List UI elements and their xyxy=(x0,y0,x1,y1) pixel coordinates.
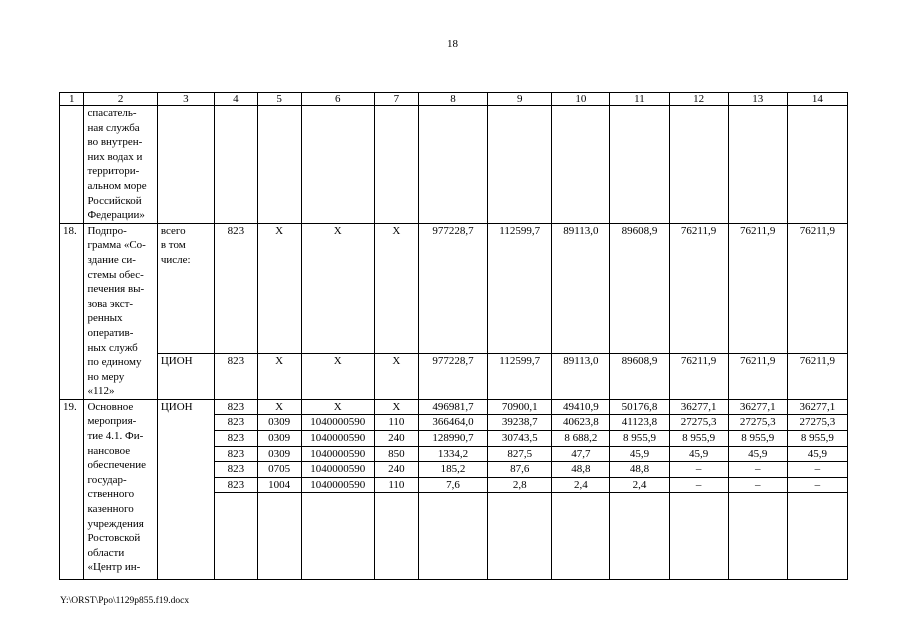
empty-cell xyxy=(257,106,301,224)
value-cell: 823 xyxy=(214,477,257,493)
cell-text-line: оператив- xyxy=(87,326,134,339)
cell-text-line: стемы обес- xyxy=(87,268,144,281)
column-header: 1 xyxy=(60,93,84,106)
empty-cell xyxy=(669,493,728,580)
value-cell: 45,9 xyxy=(728,446,787,462)
value-cell: 823 xyxy=(214,431,257,447)
value-cell: – xyxy=(728,477,787,493)
value-cell: 8 955,9 xyxy=(728,431,787,447)
cell-text-line: Основное xyxy=(87,400,134,413)
value-cell: Х xyxy=(301,399,374,415)
value-cell: 2,8 xyxy=(488,477,552,493)
value-cell: 40623,8 xyxy=(552,415,610,431)
page-number: 18 xyxy=(447,38,458,50)
row-number-cell xyxy=(60,106,84,224)
value-cell: 1004 xyxy=(257,477,301,493)
value-cell: 76211,9 xyxy=(669,354,728,400)
cell-text-line: альном море xyxy=(87,179,147,192)
empty-cell xyxy=(488,106,552,224)
cell-text-line: всего xyxy=(160,224,186,237)
row-name-cell xyxy=(84,223,157,399)
value-cell: 89608,9 xyxy=(610,223,669,354)
empty-cell xyxy=(669,106,728,224)
value-cell: 8 688,2 xyxy=(552,431,610,447)
value-cell: 45,9 xyxy=(610,446,669,462)
value-cell: 110 xyxy=(374,415,418,431)
value-cell: 1334,2 xyxy=(418,446,487,462)
cell-text-line: тие 4.1. Фи- xyxy=(87,430,144,443)
column-header: 4 xyxy=(214,93,257,106)
empty-cell xyxy=(610,493,669,580)
empty-cell xyxy=(552,106,610,224)
cell-text-line: ная служба xyxy=(87,121,140,134)
empty-cell xyxy=(257,493,301,580)
value-cell: 823 xyxy=(214,399,257,415)
value-cell: 47,7 xyxy=(552,446,610,462)
value-cell: 128990,7 xyxy=(418,431,487,447)
cell-text-line: них водах и xyxy=(87,150,143,163)
value-cell: 823 xyxy=(214,223,257,354)
value-cell: 7,6 xyxy=(418,477,487,493)
cell-text-line: «Центр ин- xyxy=(87,561,141,574)
value-cell: 977228,7 xyxy=(418,223,487,354)
value-cell: 0309 xyxy=(257,446,301,462)
empty-cell xyxy=(488,493,552,580)
value-cell: Х xyxy=(301,223,374,354)
value-cell: 823 xyxy=(214,462,257,478)
cell-text-line: но меру xyxy=(87,370,125,383)
value-cell: 2,4 xyxy=(610,477,669,493)
footer-file-path: Y:\ORST\Ppo\1129p855.f19.docx xyxy=(60,596,190,606)
column-header: 2 xyxy=(84,93,157,106)
column-header: 8 xyxy=(418,93,487,106)
value-cell: 36277,1 xyxy=(787,399,847,415)
row-name-cell xyxy=(84,399,157,580)
row-number-cell: 18. xyxy=(60,223,84,399)
value-cell: Х xyxy=(257,223,301,354)
column-header: 13 xyxy=(728,93,787,106)
cell-text-line: числе: xyxy=(160,253,191,266)
value-cell: 240 xyxy=(374,462,418,478)
column-header: 9 xyxy=(488,93,552,106)
cell-text-line: «112» xyxy=(87,385,115,398)
value-cell: 89608,9 xyxy=(610,354,669,400)
cell-text-line: обеспечение xyxy=(87,459,147,472)
cell-text-line: здание си- xyxy=(87,253,136,266)
value-cell: 823 xyxy=(214,354,257,400)
cell-text-line: зова экст- xyxy=(87,297,134,310)
value-cell: 27275,3 xyxy=(728,415,787,431)
value-cell: 36277,1 xyxy=(728,399,787,415)
cell-text-line: мероприя- xyxy=(87,415,137,428)
column-header: 10 xyxy=(552,93,610,106)
value-cell: 45,9 xyxy=(787,446,847,462)
value-cell: 240 xyxy=(374,431,418,447)
table-row-continued xyxy=(60,106,848,224)
column-header: 12 xyxy=(669,93,728,106)
table-row xyxy=(60,354,848,400)
value-cell: – xyxy=(787,477,847,493)
value-cell: 41123,8 xyxy=(610,415,669,431)
value-cell: 8 955,9 xyxy=(787,431,847,447)
empty-cell xyxy=(374,493,418,580)
row-number-cell: 19. xyxy=(60,399,84,580)
value-cell: 36277,1 xyxy=(669,399,728,415)
cell-text-line: Подпро- xyxy=(87,224,127,237)
cell-text-line: Федерации» xyxy=(87,209,145,222)
value-cell: 1040000590 xyxy=(301,415,374,431)
executor-cell xyxy=(157,223,214,354)
empty-cell xyxy=(728,493,787,580)
value-cell: – xyxy=(669,477,728,493)
cell-text-line: ственного xyxy=(87,488,135,501)
value-cell: 823 xyxy=(214,415,257,431)
value-cell: 496981,7 xyxy=(418,399,487,415)
value-cell: 0309 xyxy=(257,431,301,447)
cell-text-line: печения вы- xyxy=(87,283,145,296)
row-name-cell xyxy=(84,106,157,224)
value-cell: 850 xyxy=(374,446,418,462)
value-cell: 8 955,9 xyxy=(610,431,669,447)
cell-text-line: ных служб xyxy=(87,341,138,354)
value-cell: 1040000590 xyxy=(301,462,374,478)
value-cell: 76211,9 xyxy=(787,223,847,354)
executor-cell: ЦИОН xyxy=(157,399,214,580)
value-cell: Х xyxy=(257,354,301,400)
executor-cell xyxy=(157,354,214,400)
value-cell: 185,2 xyxy=(418,462,487,478)
empty-cell xyxy=(787,106,847,224)
value-cell: 27275,3 xyxy=(669,415,728,431)
value-cell: 76211,9 xyxy=(787,354,847,400)
column-header: 3 xyxy=(157,93,214,106)
cell-text-line: территори- xyxy=(87,165,140,178)
budget-table xyxy=(59,92,848,580)
table-row xyxy=(60,223,848,354)
column-header: 7 xyxy=(374,93,418,106)
value-cell: 89113,0 xyxy=(552,354,610,400)
empty-cell xyxy=(728,106,787,224)
empty-cell xyxy=(418,106,487,224)
value-cell: 87,6 xyxy=(488,462,552,478)
table-row xyxy=(60,399,848,415)
cell-text-line: области xyxy=(87,546,125,559)
empty-cell xyxy=(301,493,374,580)
value-cell: 2,4 xyxy=(552,477,610,493)
value-cell: 48,8 xyxy=(610,462,669,478)
cell-text-line: в том xyxy=(160,239,186,252)
value-cell: 823 xyxy=(214,446,257,462)
cell-text-line: во внутрен- xyxy=(87,136,143,149)
value-cell: 8 955,9 xyxy=(669,431,728,447)
cell-text-line: учреждения xyxy=(87,517,144,530)
value-cell: 48,8 xyxy=(552,462,610,478)
value-cell: – xyxy=(787,462,847,478)
value-cell: 49410,9 xyxy=(552,399,610,415)
value-cell: 1040000590 xyxy=(301,477,374,493)
cell-text-line: ЦИОН xyxy=(160,355,193,368)
cell-text-line: грамма «Со- xyxy=(87,239,146,252)
value-cell: 0705 xyxy=(257,462,301,478)
cell-text-line: Ростовской xyxy=(87,532,141,545)
value-cell: 1040000590 xyxy=(301,446,374,462)
cell-text-line: государ- xyxy=(87,473,127,486)
value-cell: – xyxy=(669,462,728,478)
cell-text-line: нансовое xyxy=(87,444,131,457)
value-cell: 1040000590 xyxy=(301,431,374,447)
empty-cell xyxy=(214,493,257,580)
empty-cell xyxy=(374,106,418,224)
empty-cell xyxy=(301,106,374,224)
value-cell: 70900,1 xyxy=(488,399,552,415)
value-cell: 977228,7 xyxy=(418,354,487,400)
cell-text-line: казенного xyxy=(87,503,134,516)
value-cell: 366464,0 xyxy=(418,415,487,431)
column-header: 14 xyxy=(787,93,847,106)
value-cell: 45,9 xyxy=(669,446,728,462)
value-cell: Х xyxy=(374,223,418,354)
column-header: 11 xyxy=(610,93,669,106)
value-cell: 76211,9 xyxy=(728,223,787,354)
value-cell: 39238,7 xyxy=(488,415,552,431)
empty-cell xyxy=(552,493,610,580)
value-cell: 112599,7 xyxy=(488,354,552,400)
value-cell: 112599,7 xyxy=(488,223,552,354)
cell-text-line: Российской xyxy=(87,194,142,207)
cell-text-line: спасатель- xyxy=(87,107,137,119)
value-cell: 27275,3 xyxy=(787,415,847,431)
column-header: 6 xyxy=(301,93,374,106)
value-cell: 76211,9 xyxy=(669,223,728,354)
value-cell: Х xyxy=(374,354,418,400)
value-cell: 0309 xyxy=(257,415,301,431)
value-cell: 110 xyxy=(374,477,418,493)
value-cell: 76211,9 xyxy=(728,354,787,400)
empty-cell xyxy=(418,493,487,580)
cell-text-line: ренных xyxy=(87,312,123,325)
header-row xyxy=(60,93,848,106)
empty-cell xyxy=(787,493,847,580)
value-cell: – xyxy=(728,462,787,478)
cell-text-line: по единому xyxy=(87,356,142,369)
value-cell: 30743,5 xyxy=(488,431,552,447)
value-cell: Х xyxy=(257,399,301,415)
column-header: 5 xyxy=(257,93,301,106)
value-cell: Х xyxy=(374,399,418,415)
value-cell: 827,5 xyxy=(488,446,552,462)
value-cell: 89113,0 xyxy=(552,223,610,354)
empty-cell xyxy=(214,106,257,224)
value-cell: Х xyxy=(301,354,374,400)
empty-cell xyxy=(157,106,214,224)
value-cell: 50176,8 xyxy=(610,399,669,415)
empty-cell xyxy=(610,106,669,224)
